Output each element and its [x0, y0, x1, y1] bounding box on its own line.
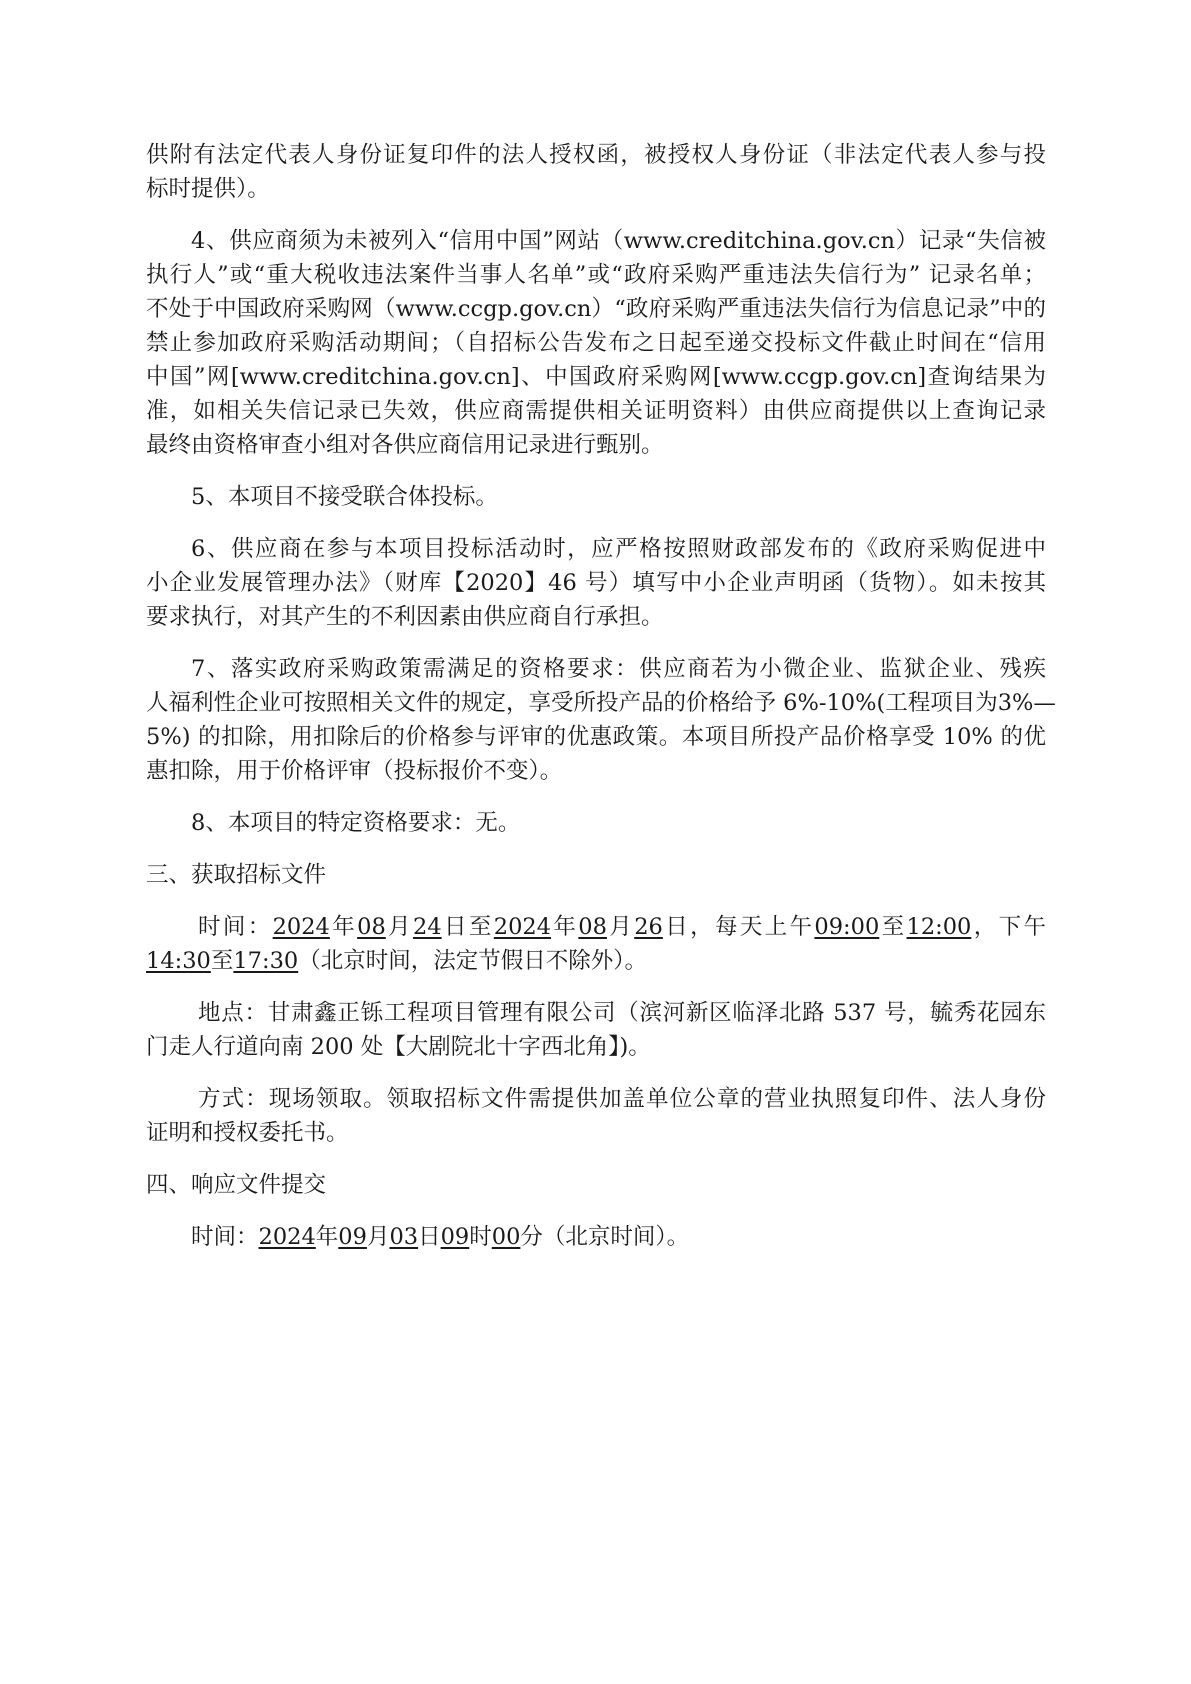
text-line: 人福利性企业可按照相关文件的规定，享受所投产品的价格给予 6%-10%(工程项目为3%— [146, 690, 1056, 716]
document-page [146, 138, 1056, 1272]
year-char: 年 [315, 1224, 339, 1250]
year-char: 年 [329, 914, 358, 940]
section-heading-3 [146, 858, 1046, 892]
text-line: 4、供应商须为未被列入“信用中国”网站（www.creditchina.gov.cn）记录“失信被 [191, 228, 1046, 254]
text-line [146, 910, 1046, 944]
minute-char: 分 [520, 1224, 543, 1250]
submit-hour: 09 [440, 1224, 470, 1250]
pm-label: ，下午 [971, 914, 1046, 940]
start-year: 2024 [272, 914, 330, 940]
text-line: 5、本项目不接受联合体投标。 [191, 484, 498, 510]
section-heading-4 [146, 1168, 1046, 1202]
year-char: 年 [551, 914, 579, 940]
text-line: 7、落实政府采购政策需满足的资格要求：供应商若为小微企业、监狱企业、残疾 [191, 656, 1046, 682]
timezone-note: （北京时间）。 [542, 1224, 690, 1250]
text-line: 要求执行，对其产生的不利因素由供应商自行承担。 [146, 604, 664, 630]
am-start-time: 09:00 [814, 914, 880, 940]
paragraph-submit-time [146, 1220, 1046, 1254]
text-line: 供附有法定代表人身份证复印件的法人授权函，被授权人身份证（非法定代表人参与投 [146, 142, 1046, 168]
text-line: 地点：甘肃鑫正铄工程项目管理有限公司（滨河新区临泽北路 537 号，毓秀花园东 [198, 1000, 1046, 1026]
time-note: （北京时间，法定节假日不除外）。 [298, 948, 647, 974]
to-char: 至 [210, 948, 234, 974]
text-line: 准，如相关失信记录已失效，供应商需提供相关证明资料）由供应商提供以上查询记录 [146, 398, 1046, 424]
text-line: 方式：现场领取。领取招标文件需提供加盖单位公章的营业执照复印件、法人身份 [198, 1086, 1046, 1112]
paragraph-item-5 [146, 480, 1046, 514]
day-char: 日 [418, 1224, 441, 1250]
text-line: 证明和授权委托书。 [146, 1120, 349, 1146]
pm-start-time: 14:30 [146, 948, 211, 974]
section-title: 四、响应文件提交 [146, 1172, 327, 1198]
end-month: 08 [578, 914, 607, 940]
paragraph-acquire-place [146, 996, 1046, 1064]
text-line [146, 944, 1046, 978]
paragraph-acquire-method [146, 1082, 1046, 1150]
month-char: 月 [606, 914, 635, 940]
paragraph-item-4 [146, 224, 1046, 462]
text-line: 执行人”或“重大税收违法案件当事人名单”或“政府采购严重违法失信行为” 记录名单； [146, 262, 1046, 288]
start-month: 08 [357, 914, 386, 940]
submit-day: 03 [389, 1224, 419, 1250]
hour-char: 时 [469, 1224, 492, 1250]
text-line: 禁止参加政府采购活动期间；（自招标公告发布之日起至递交投标文件截止时间在“信用 [146, 330, 1046, 356]
text-line [146, 1220, 1046, 1254]
text-line: 8、本项目的特定资格要求：无。 [191, 810, 521, 836]
time-label: 时间： [198, 914, 273, 940]
text-line: 小企业发展管理办法》（财库【2020】46 号）填写中小企业声明函（货物）。如未按其 [146, 570, 1046, 596]
text-line: 5%) 的扣除，用扣除后的价格参与评审的优惠政策。本项目所投产品价格享受 10% 的优 [146, 724, 1046, 750]
month-char: 月 [366, 1224, 390, 1250]
day-char: 日 [441, 914, 469, 940]
paragraph-item-8 [146, 806, 1046, 840]
am-end-time: 12:00 [906, 914, 972, 940]
month-char: 月 [385, 914, 414, 940]
text-line: 惠扣除，用于价格评审（投标报价不变）。 [146, 758, 563, 784]
day-char: 日 [662, 914, 691, 940]
text-line: 最终由资格审查小组对各供应商信用记录进行甄别。 [146, 432, 664, 458]
start-day: 24 [413, 914, 442, 940]
to-char: 至 [468, 914, 494, 940]
text-line: 标时提供）。 [146, 176, 270, 202]
daily-am-label: ，每天上午 [690, 914, 815, 940]
text-line: 6、供应商在参与本项目投标活动时，应严格按照财政部发布的《政府采购促进中 [191, 536, 1046, 562]
end-year: 2024 [493, 914, 552, 940]
submit-month: 09 [338, 1224, 367, 1250]
time-label: 时间： [191, 1224, 259, 1250]
section-title: 三、获取招标文件 [146, 862, 327, 888]
submit-minute: 00 [491, 1224, 521, 1250]
paragraph-item-7 [146, 652, 1056, 788]
pm-end-time: 17:30 [233, 948, 299, 974]
to-char: 至 [879, 914, 907, 940]
text-line: 门走人行道向南 200 处【大剧院北十字西北角】)。 [146, 1034, 651, 1060]
text-line: 不处于中国政府采购网（www.ccgp.gov.cn）“政府采购严重违法失信行为信息记录”中的 [146, 296, 1046, 322]
paragraph-acquire-time [146, 910, 1046, 978]
submit-year: 2024 [258, 1224, 316, 1250]
text-line: 中国”网[www.creditchina.gov.cn]、中国政府采购网[www.ccgp.gov.cn]查询结果为 [146, 364, 1046, 390]
paragraph-continuation [146, 138, 1046, 206]
paragraph-item-6 [146, 532, 1046, 634]
end-day: 26 [634, 914, 663, 940]
